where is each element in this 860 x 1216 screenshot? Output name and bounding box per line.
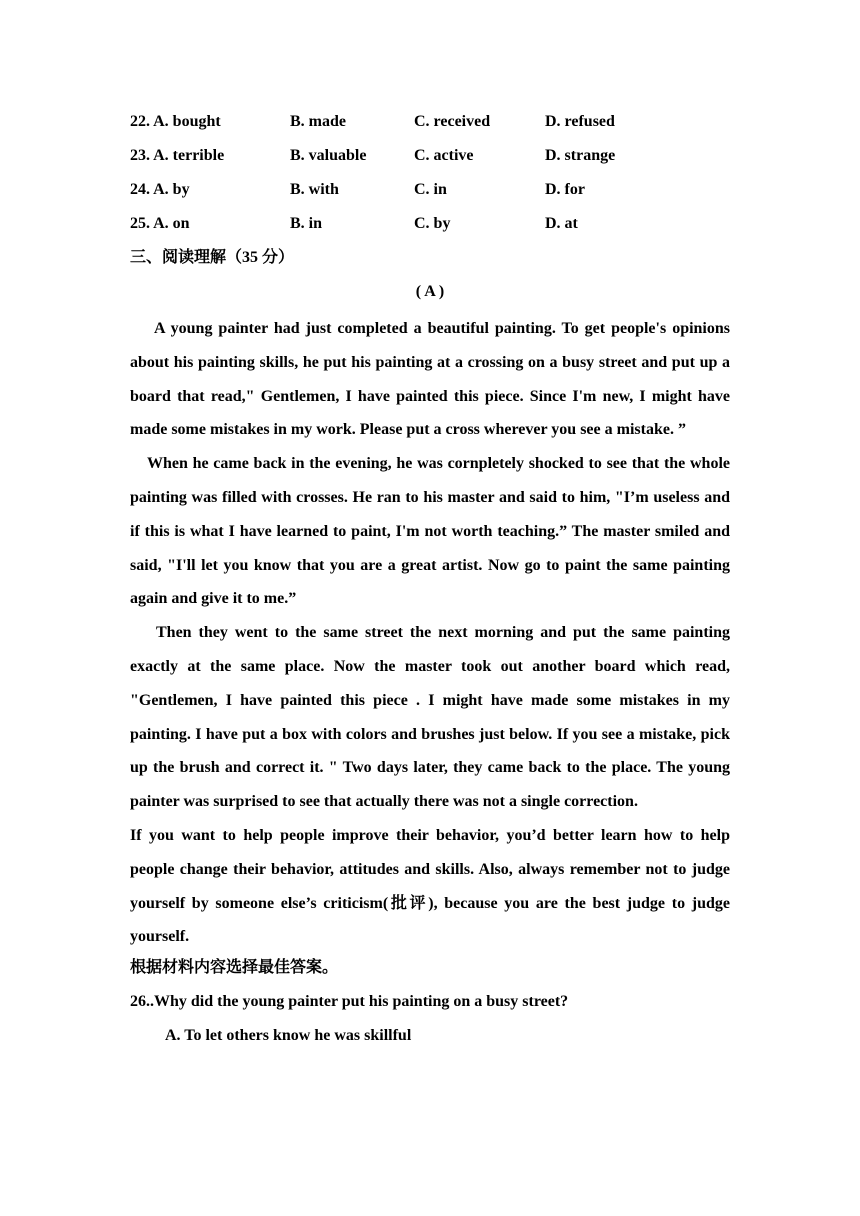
option-a: 22. A. bought — [130, 113, 221, 130]
option-c: C. received — [414, 113, 491, 130]
option-a: 25. A. on — [130, 215, 190, 232]
option-d: D. strange — [545, 147, 616, 164]
option-row-24 — [130, 176, 730, 210]
option-a: 24. A. by — [130, 181, 190, 198]
exam-page — [130, 108, 730, 1056]
option-d: D. for — [545, 181, 585, 198]
instruction: 根据材料内容选择最佳答案。 — [130, 959, 339, 977]
paragraph-4: If you want to help people improve their behavior, you’d better learn how to help people change their behavior, attitudes and skills. Also, always remember not to judge yourself by someone else’s criticism(批评), because you are the best judge to judge yourself. — [130, 826, 730, 946]
option-row-23 — [130, 142, 730, 176]
passage-title: ( A ) — [415, 283, 445, 300]
option-b: B. made — [290, 113, 346, 130]
option-row-22 — [130, 108, 730, 142]
option-c: C. by — [414, 215, 451, 232]
option-b: B. with — [290, 181, 339, 198]
option-b: B. valuable — [290, 147, 367, 164]
option-d: D. at — [545, 215, 578, 232]
option-d: D. refused — [545, 113, 615, 130]
question-26: 26..Why did the young painter put his painting on a busy street? — [130, 993, 569, 1011]
option-c: C. in — [414, 181, 447, 198]
option-row-25 — [130, 210, 730, 244]
section-heading: 三、阅读理解（35 分） — [130, 249, 295, 266]
paragraph-1: A young painter had just completed a beautiful painting. To get people's opinions about his painting skills, he put his painting at a crossing on a busy street and put up a board that read," Gentlemen, I have painted this piece. Since I'm new, I might have made some mistakes in my work. Please put a cross wherever you see a mistake. ” — [130, 320, 730, 439]
question-26-option-a: A. To let others know he was skillful — [165, 1027, 412, 1045]
option-a: 23. A. terrible — [130, 147, 225, 164]
option-b: B. in — [290, 215, 323, 232]
paragraph-2: When he came back in the evening, he was cornpletely shocked to see that the whole painting was filled with crosses. He ran to his master and said to him, "I’m useless and if this is what I have learned to paint, I'm not worth teaching.” The master smiled and said, "I'll let you know that you are a great artist. Now go to paint the same painting again and give it to me.” — [130, 455, 730, 608]
paragraph-3: Then they went to the same street the next morning and put the same painting exactly at the same place. Now the master took out another board which read, "Gentlemen, I have painted this piece . I might have made some mistakes in my painting. I have put a box with colors and brushes just below. If you see a mistake, pick up the brush and correct it. " Two days later, they came back to the place. The young painter was surprised to see that actually there was not a single correction. — [130, 624, 730, 811]
option-c: C. active — [414, 147, 474, 164]
